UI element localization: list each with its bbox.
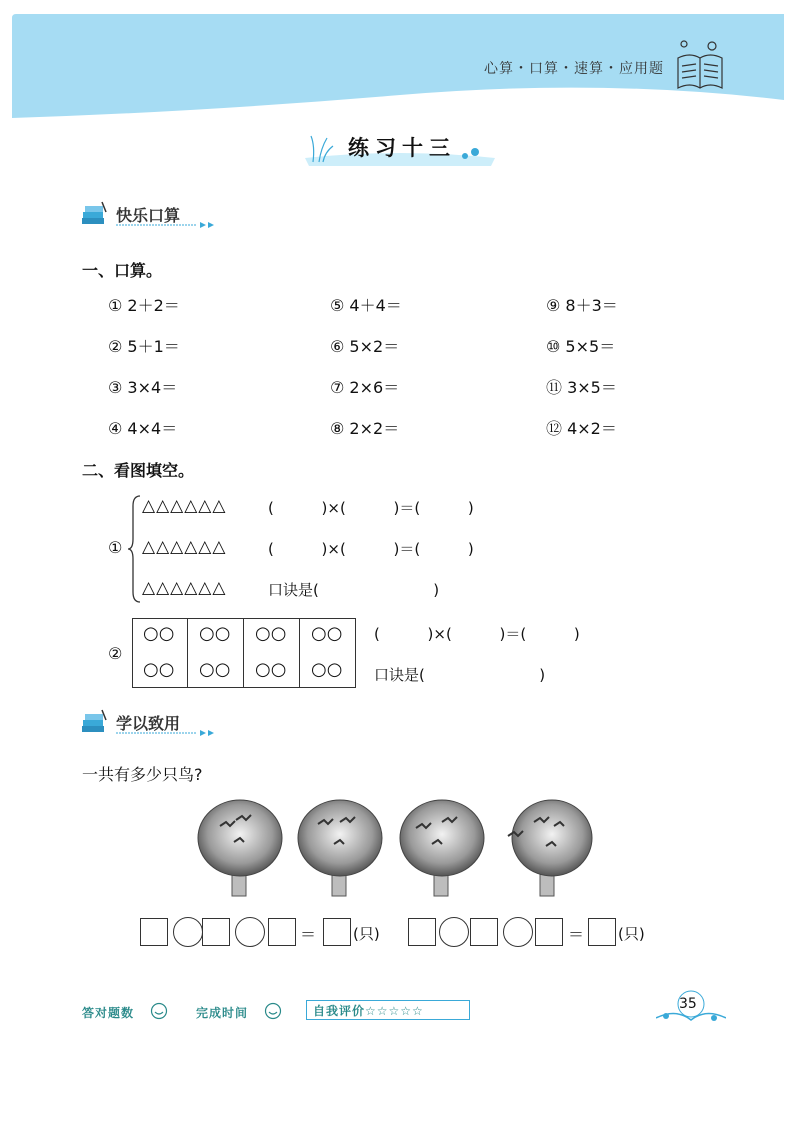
header-banner <box>0 0 800 130</box>
section-underline-2 <box>116 730 216 736</box>
oral-problem: ① 2＋2＝ <box>108 296 180 315</box>
oral-problem: ⑤ 4＋4＝ <box>330 296 402 315</box>
unit-label: (只) <box>353 925 380 943</box>
oral-problem: ⑦ 2×6＝ <box>330 378 400 397</box>
q2-p2-rhyme[interactable]: 口诀是( ) <box>374 666 546 684</box>
time-label: 完成时间 <box>196 1006 249 1020</box>
operator-circle[interactable] <box>439 917 469 947</box>
section-title-2: 学以致用 <box>116 714 181 733</box>
oral-problem: ⑥ 5×2＝ <box>330 337 400 356</box>
answer-equation-a <box>140 918 400 952</box>
answer-box[interactable] <box>140 918 168 946</box>
circle-pair: ○○ <box>311 623 343 644</box>
oral-problem: ⑫ 4×2＝ <box>546 419 617 438</box>
q2-p2-equation[interactable]: ( )×( )＝( ) <box>374 625 580 643</box>
oral-problem: ④ 4×4＝ <box>108 419 178 438</box>
smiley-icon <box>150 1002 168 1020</box>
q2-p1-rhyme[interactable]: 口诀是( ) <box>268 581 440 599</box>
correct-count-label: 答对题数 <box>82 1006 135 1020</box>
oral-problem: ⑩ 5×5＝ <box>546 337 616 356</box>
triangle-row: △△△△△△ <box>142 578 227 598</box>
circle-pair: ○○ <box>199 623 231 644</box>
answer-box[interactable] <box>470 918 498 946</box>
section-underline-1 <box>116 222 216 228</box>
circle-pair: ○○ <box>255 659 287 680</box>
answer-box[interactable] <box>268 918 296 946</box>
series-title: 心算・口算・速算・应用题 <box>484 61 664 77</box>
q1-heading: 一、口算。 <box>82 261 163 280</box>
oral-problem: ⑨ 8＋3＝ <box>546 296 618 315</box>
page-number: 35 <box>679 996 697 1012</box>
answer-equation-b <box>408 918 668 952</box>
triangle-row: △△△△△△ <box>142 537 227 557</box>
q2-heading: 二、看图填空。 <box>82 461 195 480</box>
equals-sign: ＝ <box>300 925 317 944</box>
tree-icon <box>198 800 282 896</box>
books-icon <box>80 198 110 228</box>
oral-problem: ⑪ 3×5＝ <box>546 378 617 397</box>
answer-box[interactable] <box>535 918 563 946</box>
oral-problem: ③ 3×4＝ <box>108 378 178 397</box>
q2-p2-number: ② <box>108 644 123 663</box>
section-title-1: 快乐口算 <box>116 206 181 225</box>
operator-circle[interactable] <box>503 917 533 947</box>
triangle-row: △△△△△△ <box>142 496 227 516</box>
equals-sign: ＝ <box>568 925 585 944</box>
tree-icon <box>400 800 484 896</box>
operator-circle[interactable] <box>173 917 203 947</box>
brace <box>128 494 142 604</box>
circle-pair: ○○ <box>255 623 287 644</box>
smiley-icon <box>264 1002 282 1020</box>
tree-icon <box>298 800 382 896</box>
q2-p1-equation-2[interactable]: ( )×( )＝( ) <box>268 540 474 558</box>
circle-pair: ○○ <box>199 659 231 680</box>
circle-grid <box>132 618 356 688</box>
answer-box[interactable] <box>202 918 230 946</box>
circle-pair: ○○ <box>143 623 175 644</box>
answer-box[interactable] <box>408 918 436 946</box>
answer-box[interactable] <box>588 918 616 946</box>
operator-circle[interactable] <box>235 917 265 947</box>
tree-icon <box>508 800 592 896</box>
self-evaluation[interactable]: 自我评价☆☆☆☆☆ <box>306 1000 470 1020</box>
q2-p1-number: ① <box>108 538 123 557</box>
page-title: 练习十三 <box>348 136 456 160</box>
circle-pair: ○○ <box>143 659 175 680</box>
oral-problem: ② 5＋1＝ <box>108 337 180 356</box>
circle-pair: ○○ <box>311 659 343 680</box>
q2-p1-equation-1[interactable]: ( )×( )＝( ) <box>268 499 474 517</box>
trees-with-birds <box>190 796 610 900</box>
oral-problem: ⑧ 2×2＝ <box>330 419 400 438</box>
books-icon <box>80 706 110 736</box>
answer-box[interactable] <box>323 918 351 946</box>
unit-label: (只) <box>618 925 645 943</box>
q3-question: 一共有多少只鸟? <box>82 765 203 784</box>
